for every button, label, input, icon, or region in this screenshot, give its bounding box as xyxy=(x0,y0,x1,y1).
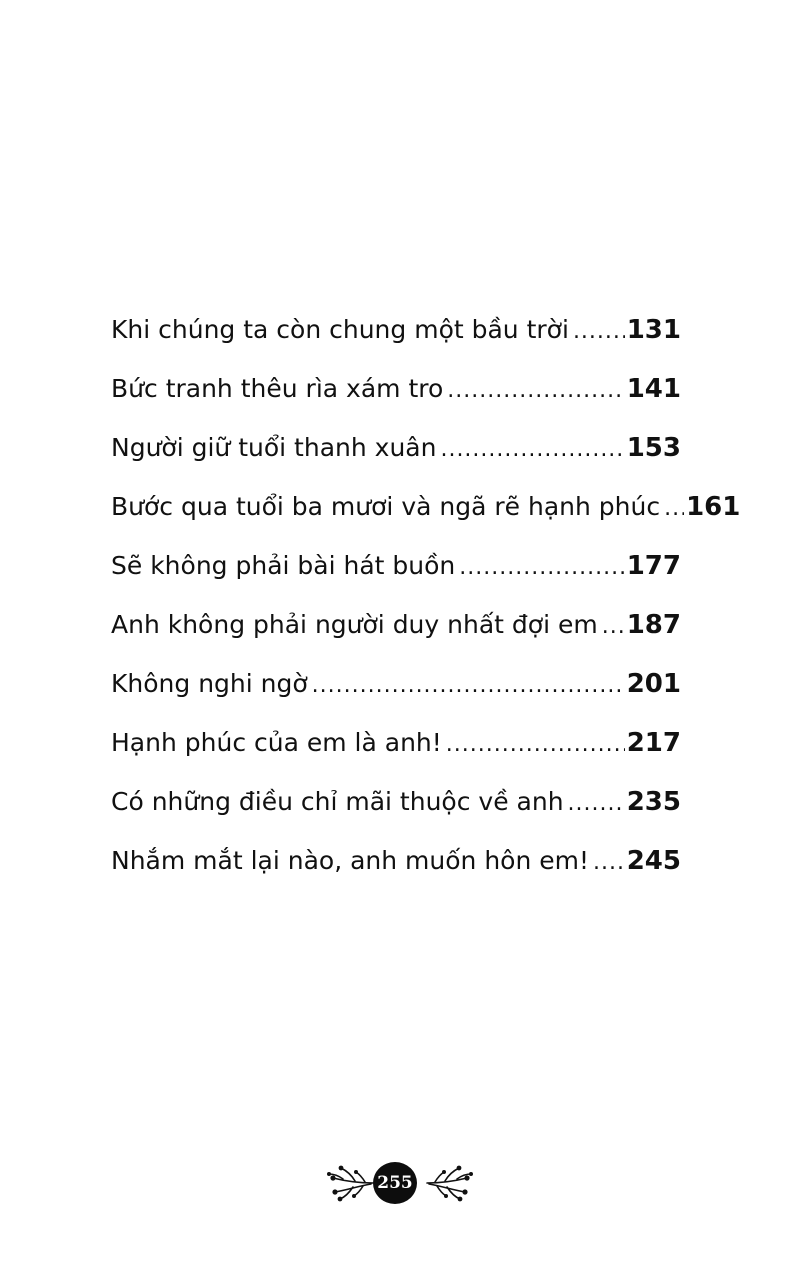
toc-entry-page: 153 xyxy=(626,433,681,463)
toc-entry-page: 201 xyxy=(626,669,681,699)
toc-entry-title: Khi chúng ta còn chung một bầu trời xyxy=(111,315,569,344)
toc-entry-title: Anh không phải người duy nhất đợi em xyxy=(111,610,598,639)
toc-entry xyxy=(111,777,681,836)
toc-entry-page: 131 xyxy=(626,315,681,345)
toc-entry-title: Nhắm mắt lại nào, anh muốn hôn em! xyxy=(111,846,590,875)
toc-entry xyxy=(111,600,681,659)
dot-leader xyxy=(593,838,625,888)
toc-entry-title: Không nghi ngờ xyxy=(111,669,308,698)
dot-leader xyxy=(602,602,625,652)
toc-entry xyxy=(111,364,681,423)
toc-entry-page: 177 xyxy=(626,551,681,581)
table-of-contents xyxy=(111,305,741,895)
dot-leader xyxy=(664,484,684,534)
toc-entry-title: Người giữ tuổi thanh xuân xyxy=(111,433,437,462)
toc-entry-page: 161 xyxy=(686,492,741,522)
toc-entry xyxy=(111,659,681,718)
toc-entry-title: Có những điều chỉ mãi thuộc về anh xyxy=(111,787,564,816)
dot-leader xyxy=(446,720,625,770)
dot-leader xyxy=(568,779,625,829)
page-number: 255 xyxy=(373,1162,417,1204)
toc-entry xyxy=(111,541,681,600)
dot-leader xyxy=(459,543,624,593)
toc-entry xyxy=(111,423,681,482)
toc-entry xyxy=(111,718,681,777)
toc-entry-page: 245 xyxy=(626,846,681,876)
toc-entry-page: 217 xyxy=(626,728,681,758)
toc-entry-page: 141 xyxy=(626,374,681,404)
toc-entry-page: 235 xyxy=(626,787,681,817)
toc-entry-title: Hạnh phúc của em là anh! xyxy=(111,728,442,757)
dot-leader xyxy=(440,425,624,475)
toc-entry-title: Bước qua tuổi ba mươi và ngã rẽ hạnh phúc xyxy=(111,492,661,521)
toc-entry xyxy=(111,305,681,364)
toc-entry xyxy=(111,482,741,541)
toc-entry-title: Sẽ không phải bài hát buồn xyxy=(111,551,456,580)
toc-entry-title: Bức tranh thêu rìa xám tro xyxy=(111,374,444,403)
toc-entry-page: 187 xyxy=(626,610,681,640)
toc-entry xyxy=(111,836,681,895)
dot-leader xyxy=(573,307,625,357)
dot-leader xyxy=(312,661,625,711)
dot-leader xyxy=(447,366,624,416)
